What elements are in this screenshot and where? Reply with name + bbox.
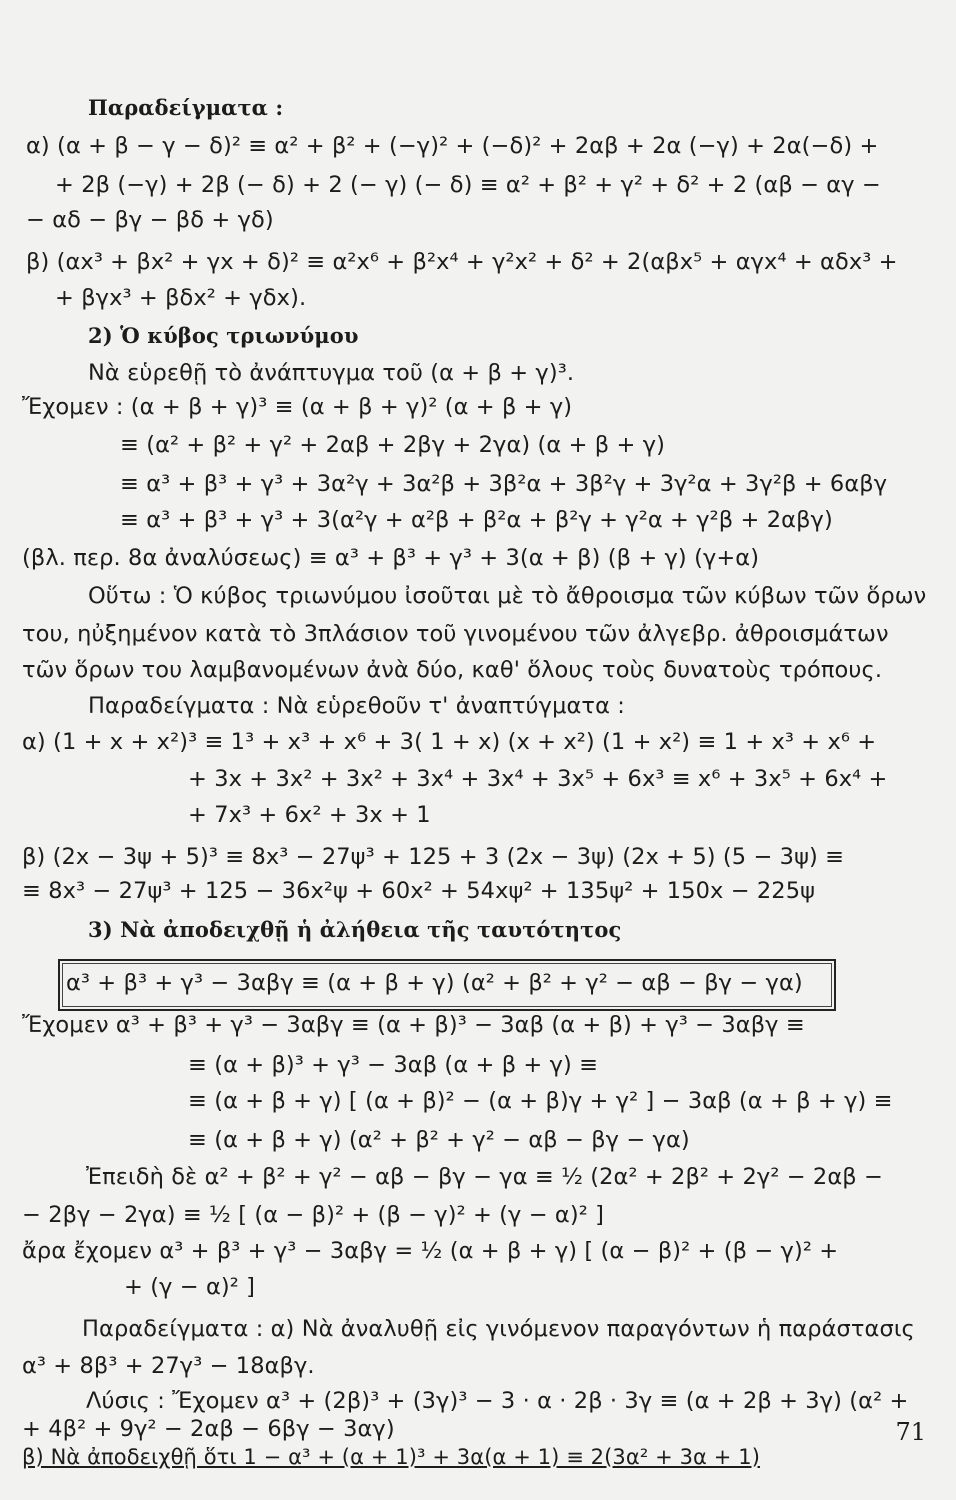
text-line: − 2βγ − 2γα) ≡ ½ [ (α − β)² + (β − γ)² + (γ − α)² ] bbox=[22, 1202, 604, 1228]
page-number: 71 bbox=[895, 1418, 926, 1446]
text-line: α) (1 + x + x²)³ ≡ 1³ + x³ + x⁶ + 3( 1 + x) (x + x²) (1 + x²) ≡ 1 + x³ + x⁶ + bbox=[22, 729, 877, 755]
text-line: + 2β (−γ) + 2β (− δ) + 2 (− γ) (− δ) ≡ α² + β² + γ² + δ² + 2 (αβ − αγ − bbox=[55, 172, 881, 198]
text-line: ≡ α³ + β³ + γ³ + 3(α²γ + α²β + β²α + β²γ + γ²α + γ²β + 2αβγ) bbox=[120, 507, 833, 533]
text-line: + 3x + 3x² + 3x² + 3x⁴ + 3x⁴ + 3x⁵ + 6x³ ≡ x⁶ + 3x⁵ + 6x⁴ + bbox=[188, 766, 888, 792]
text-line: ≡ (α + β + γ) (α² + β² + γ² − αβ − βγ − γα) bbox=[188, 1127, 690, 1153]
text-line: Ἔχομεν : (α + β + γ)³ ≡ (α + β + γ)² (α + β + γ) bbox=[22, 394, 573, 420]
text-line: Ἐπειδὴ δὲ α² + β² + γ² − αβ − βγ − γα ≡ ½ (2α² + 2β² + 2γ² − 2αβ − bbox=[86, 1164, 883, 1190]
heading-trinomial-cube: 2) Ὁ κύβος τριωνύμου bbox=[88, 323, 359, 348]
text-line: + 4β² + 9γ² − 2αβ − 6βγ − 3αγ) bbox=[22, 1416, 395, 1442]
text-line: Λύσις : Ἔχομεν α³ + (2β)³ + (3γ)³ − 3 · α · 2β · 3γ ≡ (α + 2β + 3γ) (α² + bbox=[86, 1388, 909, 1414]
text-line: β) (αx³ + βx² + γx + δ)² ≡ α²x⁶ + β²x⁴ + γ²x² + δ² + 2(αβx⁵ + αγx⁴ + αδx³ + bbox=[26, 249, 898, 275]
text-line: τῶν ὅρων του λαμβανομένων ἀνὰ δύο, καθ' ὅλους τοὺς δυνατοὺς τρόπους. bbox=[22, 657, 883, 683]
text-line: β) Νὰ ἀποδειχθῇ ὅτι 1 − α³ + (α + 1)³ + 3α(α + 1) ≡ 2(3α² + 3α + 1) bbox=[22, 1445, 760, 1469]
text-line: Ἔχομεν α³ + β³ + γ³ − 3αβγ ≡ (α + β)³ − 3αβ (α + β) + γ³ − 3αβγ ≡ bbox=[22, 1012, 805, 1038]
text-line: α) (α + β − γ − δ)² ≡ α² + β² + (−γ)² + (−δ)² + 2αβ + 2α (−γ) + 2α(−δ) + bbox=[26, 133, 879, 159]
text-line: ἄρα ἔχομεν α³ + β³ + γ³ − 3αβγ = ½ (α + β + γ) [ (α − β)² + (β − γ)² + bbox=[22, 1238, 839, 1264]
text-line: ≡ α³ + β³ + γ³ + 3α²γ + 3α²β + 3β²α + 3β²γ + 3γ²α + 3γ²β + 6αβγ bbox=[120, 471, 888, 497]
text-line: ≡ (α² + β² + γ² + 2αβ + 2βγ + 2γα) (α + β + γ) bbox=[120, 432, 665, 458]
text-line: Παραδείγματα : α) Νὰ ἀναλυθῇ εἰς γινόμενον παραγόντων ἡ παράστασις bbox=[82, 1316, 915, 1342]
text-line: ≡ 8x³ − 27ψ³ + 125 − 36x²ψ + 60x² + 54xψ² + 135ψ² + 150x − 225ψ bbox=[22, 878, 816, 904]
text-line: − αδ − βγ − βδ + γδ) bbox=[26, 207, 274, 233]
text-line: Παραδείγματα : Νὰ εὑρεθοῦν τ' ἀναπτύγματα : bbox=[88, 693, 625, 719]
text-line: β) (2x − 3ψ + 5)³ ≡ 8x³ − 27ψ³ + 125 + 3 (2x − 3ψ) (2x + 5) (5 − 3ψ) ≡ bbox=[22, 844, 845, 870]
text-line: ≡ (α + β)³ + γ³ − 3αβ (α + β + γ) ≡ bbox=[188, 1052, 599, 1078]
text-line: + βγx³ + βδx² + γδx). bbox=[55, 285, 307, 311]
boxed-identity: α³ + β³ + γ³ − 3αβγ ≡ (α + β + γ) (α² + β² + γ² − αβ − βγ − γα) bbox=[66, 970, 803, 996]
text-line: α³ + 8β³ + 27γ³ − 18αβγ. bbox=[22, 1353, 315, 1379]
text-line: Οὕτω : Ὁ κύβος τριωνύμου ἰσοῦται μὲ τὸ ἄθροισμα τῶν κύβων τῶν ὅρων bbox=[88, 583, 927, 609]
text-line: του, ηὐξημένον κατὰ τὸ 3πλάσιον τοῦ γινομένου τῶν ἀλγεβρ. ἀθροισμάτων bbox=[22, 621, 889, 647]
text-line: Νὰ εὑρεθῇ τὸ ἀνάπτυγμα τοῦ (α + β + γ)³. bbox=[88, 360, 575, 386]
text-line: (βλ. περ. 8α ἀναλύσεως) ≡ α³ + β³ + γ³ + 3(α + β) (β + γ) (γ+α) bbox=[22, 545, 760, 571]
heading-identity-proof: 3) Νὰ ἀποδειχθῇ ἡ ἀλήθεια τῆς ταυτότητος bbox=[88, 917, 622, 942]
text-line: + 7x³ + 6x² + 3x + 1 bbox=[188, 802, 431, 828]
heading-examples-1: Παραδείγματα : bbox=[88, 95, 284, 120]
text-line: ≡ (α + β + γ) [ (α + β)² − (α + β)γ + γ² ] − 3αβ (α + β + γ) ≡ bbox=[188, 1088, 893, 1114]
text-line: + (γ − α)² ] bbox=[124, 1274, 256, 1300]
